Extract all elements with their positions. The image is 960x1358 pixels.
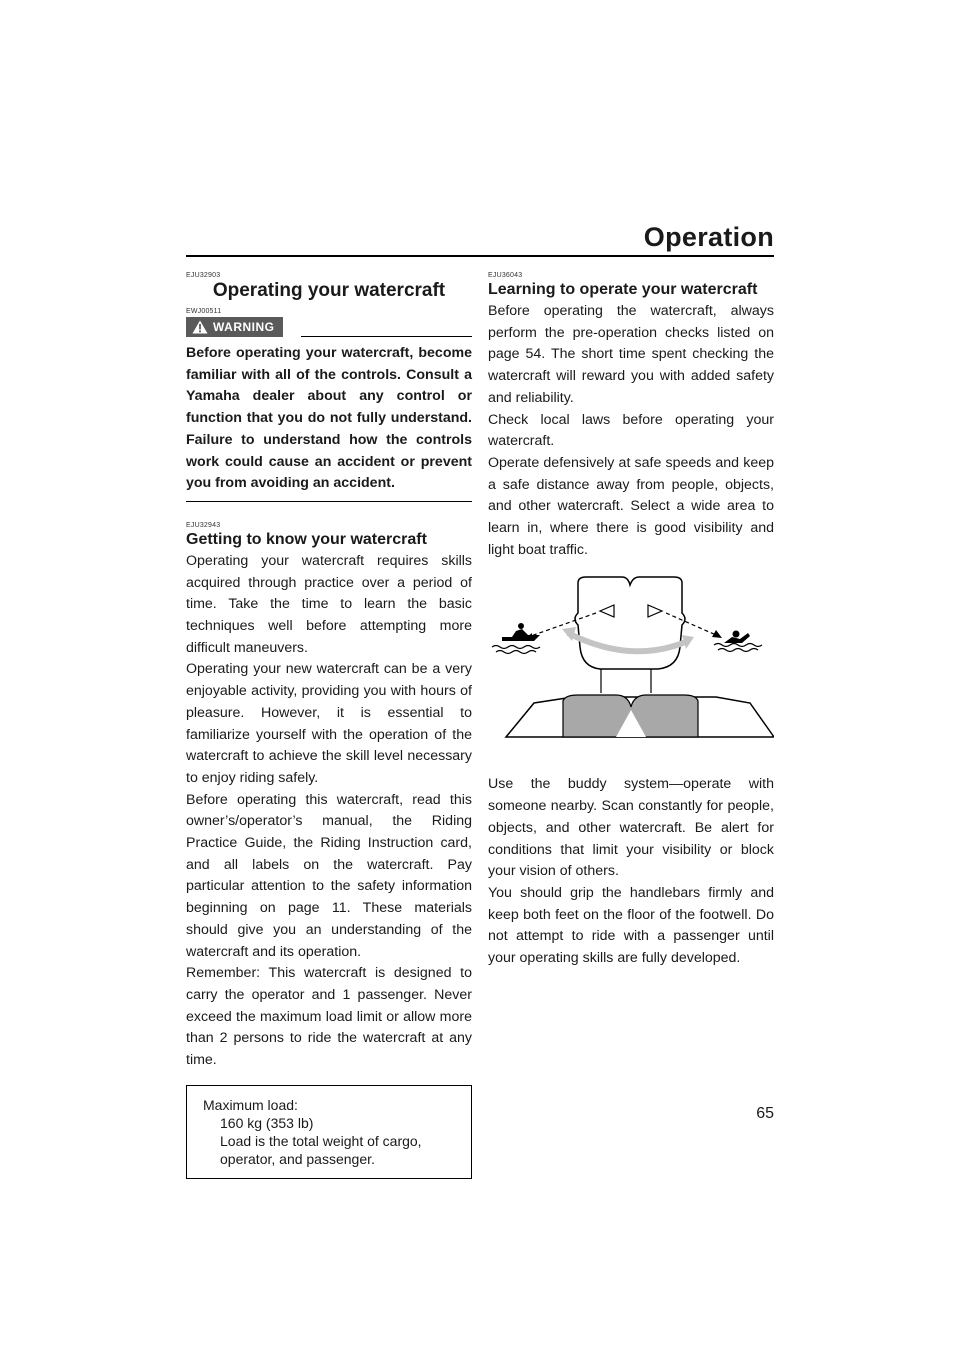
left-column (186, 272, 472, 1179)
right-column (488, 272, 774, 970)
body-paragraph: Before operating this watercraft, read this owner’s/operator’s manual, the Riding Practice Guide, the Riding Instruction card, and all labels on the watercraft. Pay particular attention to the safety information beginning on page 11. These materials should give you an understanding of the watercraft and its operation. (186, 791, 472, 960)
section-code: EJU32903 (186, 272, 221, 279)
page-number: 65 (756, 1105, 774, 1122)
warning-code: EWJ00511 (186, 308, 222, 315)
body-paragraph: Before operating the watercraft, always perform the pre-operation checks listed on page 54. The short time spent checking the watercraft will reward you with added safety and reliability. (488, 303, 774, 406)
body-paragraph: Operating your watercraft requires skills acquired through practice over a period of time. Take the time to learn the basic techniques well before attempting more difficult maneuvers. (186, 552, 472, 656)
scan-surroundings-illustration (488, 575, 774, 755)
maximum-load-box (186, 1085, 472, 1179)
header-rule (186, 255, 774, 257)
warning-header (186, 317, 472, 337)
warning-text: Before operating your watercraft, become familiar with all of the controls. Consult a Yamaha dealer about any control or function that you do not fully understand. Failure to understand how the controls work could cause an accident or prevent you from avoiding an accident. (186, 345, 472, 492)
load-note: Load is the total weight of cargo, operator, and passenger. (220, 1132, 422, 1167)
subsection-title: Getting to know your watercraft (186, 530, 427, 548)
page-header-title: Operation (643, 222, 774, 252)
body-paragraph: You should grip the handlebars firmly and keep both feet on the floor of the footwell. Do not attempt to ride with a passenger until your operating skills are fully developed. (488, 884, 774, 967)
load-label: Maximum load: (203, 1096, 298, 1113)
body-paragraph: Operating your new watercraft can be a very enjoyable activity, providing you with hours of pleasure. However, it is essential to familiarize yourself with the operation of the watercraft to achieve the skill level necessary to enjoy riding safely. (186, 661, 472, 786)
body-paragraph: Operate defensively at safe speeds and keep a safe distance away from people, objects, and other watercraft. Select a wide area to learn in, where there is good visibility and light boat traffic. (488, 454, 774, 558)
body-paragraph: Use the buddy system—operate with someone nearby. Scan constantly for people, objects, and other watercraft. Be alert for conditions that limit your visibility or block your vision of others. (488, 776, 774, 880)
subsection-code: EJU36043 (488, 272, 523, 279)
warning-triangle-icon (192, 320, 208, 334)
subsection-title: Learning to operate your watercraft (488, 281, 758, 298)
load-value: 160 kg (353 lb) (220, 1114, 314, 1131)
body-paragraph: Remember: This watercraft is designed to carry the operator and 1 passenger. Never exceed the maximum load limit or allow more than 2 persons to ride the watercraft at any time. (186, 965, 472, 1069)
warning-top-rule (301, 336, 473, 337)
warning-bottom-rule (186, 501, 472, 502)
warning-label: WARNING (213, 320, 275, 334)
section-title: Operating your watercraft (212, 280, 446, 301)
subsection-code: EJU32943 (186, 521, 221, 529)
body-paragraph: Check local laws before operating your watercraft. (488, 411, 774, 450)
warning-badge (186, 317, 283, 337)
